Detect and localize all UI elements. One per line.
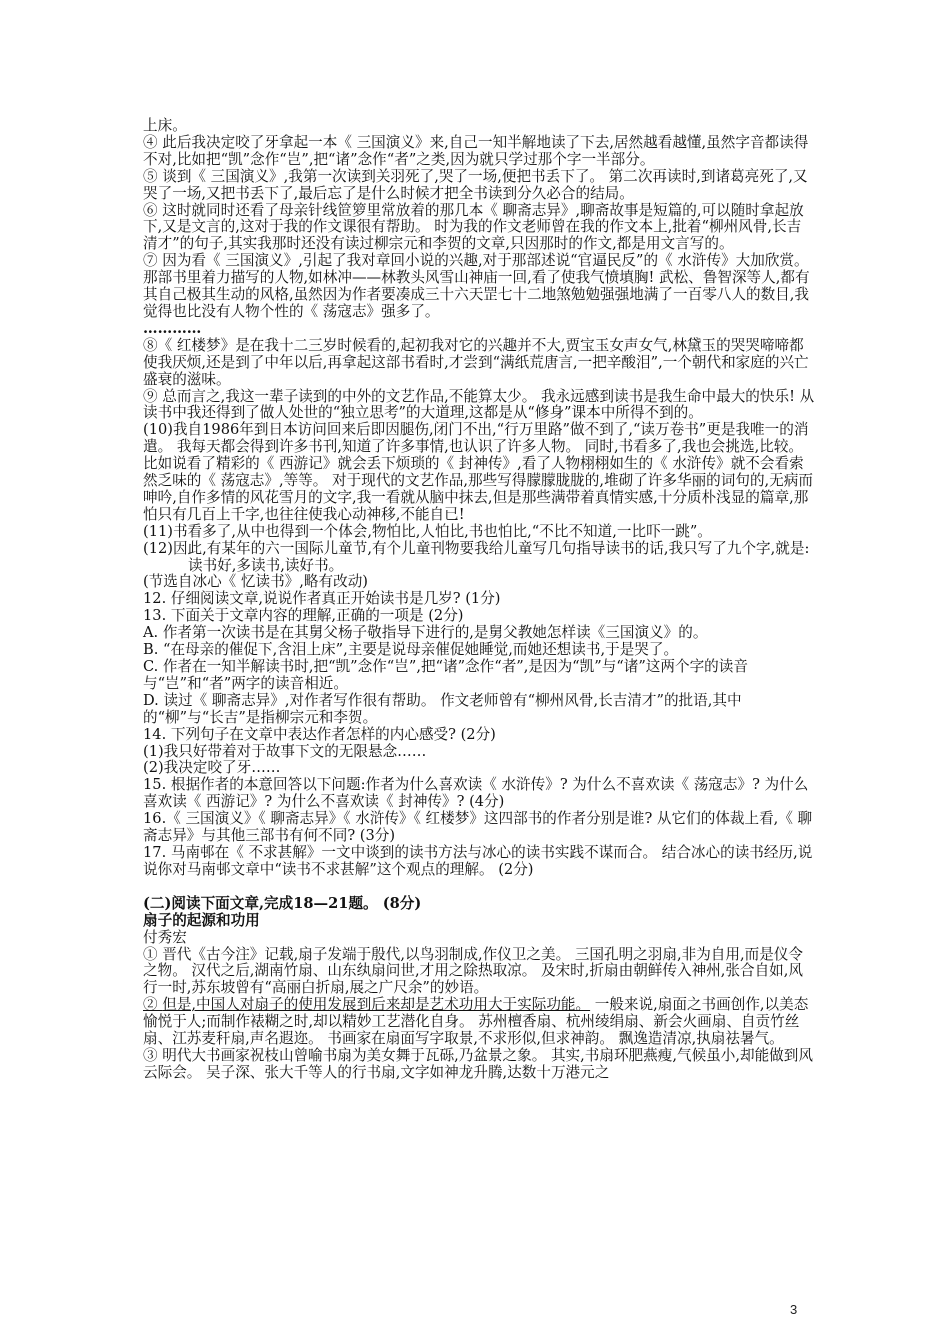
source-line: (节选自冰心《 忆读书》,略有改动) [143, 573, 368, 591]
fan-paragraph-3: ③ 明代大书画家祝枝山曾喻书扇为美女舞于瓦砾,乃盆景之象。 其实,书扇环肥燕瘦,气候虽小,却能做到风云际会。 吴子深、张大千等人的行书扇,文字如神龙升腾,达数十万港元之 [143, 1046, 813, 1081]
question-16: 16.《 三国演义》《 聊斋志异》《 水浒传》《 红楼梦》这四部书的作者分别是谁? 从它们的体裁上看,《 聊斋志异》与其他三部书有何不同? (3分) [143, 810, 813, 845]
question-14: 14. 下列句子在文章中表达作者怎样的内心感受? (2分) [143, 725, 496, 743]
question-12: 12. 仔细阅读文章,说说作者真正开始读书是几岁? (1分) [143, 590, 501, 608]
paragraph-9: ⑨ 总而言之,我这一辈子读到的中外的文艺作品,不能算太少。 我永远感到读书是我生命中最大的快乐! 从读书中我还得到了做人处世的“独立思考”的大道理,这都是从“修身”课本中所得不到的。 [143, 387, 815, 422]
paragraph-4: ④ 此后我决定咬了牙拿起一本《 三国演义》来,自己一知半解地读了下去,居然越看越懂,虽然字音都读得不对,比如把“凯”念作“岂”,把“诸”念作“者”之类,因为就只学过那个字一半部分。 [143, 133, 809, 168]
paragraph-12: (12)因此,有某年的六一国际儿童节,有个儿童刊物要我给儿童写几句指导读书的话,我只写了九个字,就是: [143, 539, 810, 557]
paragraph: 上床。 [143, 117, 187, 134]
option-a: A. 作者第一次读书是在其舅父杨子敬指导下进行的,是舅父教她怎样读《三国演义》的。 [143, 624, 708, 642]
fan-paragraph-2 [143, 997, 815, 1048]
paragraph-7: ⑦ 因为看《 三国演义》,引起了我对章回小说的兴趣,对于那部述说“官逼民反”的《 水浒传》大加欣赏。 那部书里着力描写的人物,如林冲——林教头风雪山神庙一回,看了使我气愤填胸! 武松、鲁智深等人,都有其自己极其生动的风格,虽然因为作者要凑成三十六天罡七十二地煞勉勉强强地满了一百零八人的数目,我觉得也比没有人物个性的《 荡寇志》强多了。 [143, 252, 810, 320]
option-c: C. 作者在一知半解读书时,把“凯”念作“岂”,把“诸”念作“者”,是因为“凯”与“诸”这两个字的读音与“岂”和“者”两字的读音相近。 [143, 658, 748, 692]
question-17: 17. 马南邨在《 不求甚解》一文中谈到的读书方法与冰心的读书实践不谋而合。 结合冰心的读书经历,说说你对马南邨文章中“读书不求甚解”这个观点的理解。 (2分) [143, 843, 813, 878]
article-author: 付秀宏 [143, 928, 187, 946]
paragraph-10: (10)我自1986年到日本访问回来后即因腿伤,闭门不出,“行万里路”做不到了,“读万卷书”更是我唯一的消遣。 我每天都会得到许多书刊,知道了许多事情,也认识了许多人物。 同时,书看多了,我也会挑选,比较。 比如说看了精彩的《 西游记》就会丢下烦琐的《 封神传》,看了人物栩栩如生的《 水浒传》就不会看索然乏味的《 荡寇志》,等等。 对于现代的文艺作品,那些写得朦朦胧胧的,堆砌了许多华丽的词句的,无病而呻吟,自作多情的风花雪月的文字,我一看就从脑中抹去,但是那些满带着真情实感,十分质朴浅显的篇章,那怕只有几百上千字,也往往使我心动神移,不能自已! [143, 421, 813, 523]
paragraph-11: (11)书看多了,从中也得到一个体会,物怕比,人怕比,书也怕比,“不比不知道,一比吓一跳”。 [143, 522, 712, 540]
page-number: 3 [790, 1302, 798, 1317]
question-14-item-2: (2)我决定咬了牙…… [143, 759, 281, 777]
paragraph-8: ⑧《 红楼梦》是在我十二三岁时候看的,起初我对它的兴趣并不大,贾宝玉女声女气,林黛玉的哭哭啼啼都使我厌烦,还是到了中年以后,再拿起这部书看时,才尝到“满纸荒唐言,一把辛酸泪”,一个朝代和家庭的兴亡盛衰的滋味。 [143, 336, 809, 388]
underlined-sentence: 但是,中国人对扇子的使用发展到后来却是艺术功用大于实际功能。 [162, 996, 591, 1014]
paragraph-5: ⑤ 谈到《 三国演义》,我第一次读到关羽死了,哭了一场,便把书丢下了。 第二次再读时,到诸葛亮死了,又哭了一场,又把书丢下了,最后忘了是什么时候才把全书读到分久必合的结局。 [143, 167, 808, 202]
section-gap [143, 879, 815, 896]
ellipsis-line: ………… [143, 319, 202, 337]
paragraph-marker: ② [143, 996, 163, 1014]
option-b: B. “在母亲的催促下,含泪上床”,主要是说母亲催促她睡觉,而她还想读书,于是哭了。 [143, 641, 679, 659]
paragraph-6: ⑥ 这时就同时还看了母亲针线笸箩里常放着的那几本《 聊斋志异》,聊斋故事是短篇的,可以随时拿起放下,又是文言的,这对于我的作文课很有帮助。 时为我的作文老师曾在我的作文本上,批着“柳州风骨,长吉清才”的句子,其实我那时还没有读过柳宗元和李贺的文章,只因那时的作文,都是用文言写的。 [143, 201, 804, 253]
option-d: D. 读过《 聊斋志异》,对作者写作很有帮助。 作文老师曾有“柳州风骨,长吉清才”的批语,其中的“柳”与“长吉”是指柳宗元和李贺。 [143, 691, 742, 726]
section-heading: (二)阅读下面文章,完成18—21题。 (8分) [143, 894, 422, 912]
question-15: 15. 根据作者的本意回答以下问题:作者为什么喜欢读《 水浒传》? 为什么不喜欢读《 荡寇志》? 为什么喜欢读《 西游记》? 为什么不喜欢读《 封神传》? (4分) [143, 776, 809, 811]
motto-line: 读书好,多读书,读好书。 [188, 556, 344, 574]
question-14-item-1: (1)我只好带着对于故事下文的无限悬念…… [143, 742, 427, 760]
article-title: 扇子的起源和功用 [143, 911, 260, 929]
paragraph-continuation: 一般来说,扇面之书画创作,以美态愉悦于人;而制作裱糊之时,却以精妙工艺潜化自身。 苏州檀香扇、杭州绫绢扇、新会火画扇、自贡竹丝扇、江苏麦秆扇,声名遐迩。 书画家在扇面写字取景,不求形似,但求神韵。 飘逸造清凉,执扇祛暑气。 [143, 996, 809, 1048]
fan-paragraph-1: ① 晋代《古今注》记载,扇子发端于殷代,以鸟羽制成,作仪卫之美。 三国孔明之羽扇,非为自用,而是仪令之物。 汉代之后,湖南竹扇、山东纨扇问世,才用之除热取凉。 及宋时,折扇由朝鲜传入神州,张合自如,风行一时,苏东坡曾有“高丽白折扇,展之广尺余”的妙语。 [143, 945, 804, 997]
document-body [143, 118, 815, 1082]
question-13: 13. 下面关于文章内容的理解,正确的一项是 (2分) [143, 607, 464, 625]
